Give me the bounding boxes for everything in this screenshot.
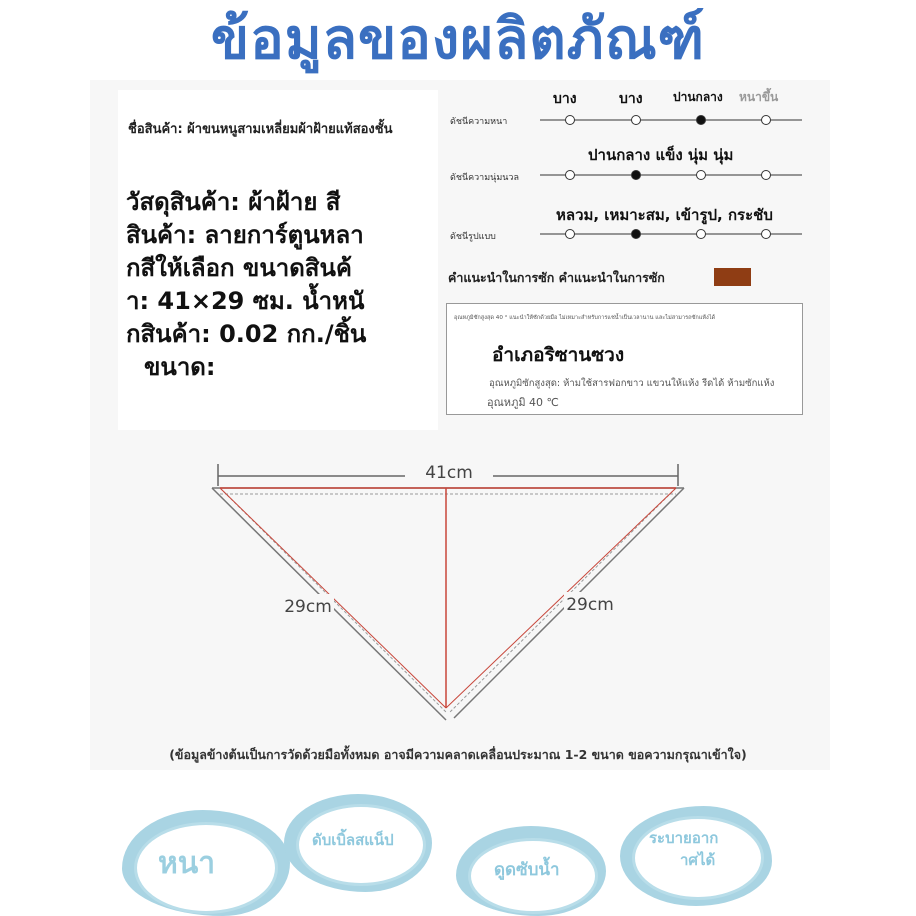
- scale-marker: [697, 230, 706, 239]
- left-side-label: 29cm: [284, 597, 332, 617]
- wash-instructions-title: คำแนะนำในการซัก คำแนะนำในการซัก: [448, 270, 665, 285]
- scale-marker: [762, 171, 771, 180]
- feature-thick-label: หนา: [158, 846, 216, 881]
- thickness-scale-label: ดัชนีความหนา: [450, 117, 508, 127]
- measurement-footnote: (ข้อมูลข้างต้นเป็นการวัดด้วยมือทั้งหมด อาจมีความคลาดเคลื่อนประมาณ 1-2 ขนาด ขอความกรุณาเข้าใจ): [169, 747, 747, 762]
- scale-top-label: บาง: [553, 91, 577, 107]
- right-side-label: 29cm: [566, 595, 614, 615]
- product-name: ชื่อสินค้า: ผ้าขนหนูสามเหลี่ยมผ้าฝ้ายแท้สองชั้น: [128, 122, 393, 137]
- scale-marker-selected: [697, 116, 706, 125]
- wash-temperature: อุณหภูมิ 40 ℃: [487, 396, 559, 409]
- softness-scale-heading: ปานกลาง แข็ง นุ่ม นุ่ม: [588, 146, 734, 164]
- scale-top-label: หนาขึ้น: [739, 90, 779, 104]
- width-label: 41cm: [425, 463, 473, 483]
- scale-top-label: ปานกลาง: [673, 90, 723, 104]
- feature-absorb-label: ดูดซับน้ำ: [494, 860, 560, 880]
- description-line: กสีให้เลือก ขนาดสินค้: [126, 254, 352, 282]
- softness-scale-label: ดัชนีความนุ่มนวล: [450, 173, 519, 183]
- scale-marker: [566, 171, 575, 180]
- feature-breathable-label-2: าศได้: [680, 851, 716, 869]
- scale-marker: [762, 230, 771, 239]
- description-line: กสินค้า: 0.02 กก./ชิ้น: [126, 320, 367, 348]
- style-scale: [540, 224, 802, 244]
- scale-marker: [762, 116, 771, 125]
- scale-marker: [697, 171, 706, 180]
- scale-marker: [566, 116, 575, 125]
- feature-breathable-label-1: ระบายอาก: [649, 829, 719, 847]
- triangle-size-diagram: [200, 456, 700, 726]
- description-line: สินค้า: ลายการ์ตูนหลา: [126, 221, 364, 249]
- style-scale-heading: หลวม, เหมาะสม, เข้ารูป, กระชับ: [556, 206, 773, 224]
- scale-marker-selected: [632, 230, 641, 239]
- wash-heading: อำเภอริซานซวง: [492, 344, 625, 366]
- page-title: ข้อมูลของผลิตภัณฑ์: [210, 7, 706, 72]
- color-swatch: [714, 268, 751, 286]
- scale-top-label: บาง: [619, 91, 643, 107]
- description-line: า: 41×29 ซม. น้ำหนั: [126, 287, 365, 315]
- style-scale-label: ดัชนีรูปแบบ: [450, 232, 496, 242]
- scale-marker-selected: [632, 171, 641, 180]
- description-line: ขนาด:: [144, 353, 216, 381]
- wash-instructions-box: [446, 303, 803, 415]
- triangle-stitch: [450, 488, 676, 712]
- wash-fine-print: อุณหภูมิซักสูงสุด 40 ° แนะนำให้ซักด้วยมือ ไม่เหมาะสำหรับการแช่น้ำเป็นเวลานาน และไม่สามารถซักแห้งได้: [454, 315, 716, 321]
- thickness-scale: [540, 110, 802, 130]
- softness-scale: [540, 165, 802, 185]
- scale-marker: [566, 230, 575, 239]
- feature-double-label: ดับเบิ้ลสแน็ป: [312, 831, 394, 849]
- wash-note: อุณหภูมิซักสูงสุด: ห้ามใช้สารฟอกขาว แขวนให้แห้ง รีดได้ ห้ามซักแห้ง: [489, 378, 775, 389]
- product-description: [126, 186, 426, 384]
- scale-marker: [632, 116, 641, 125]
- description-line: วัสดุสินค้า: ผ้าฝ้าย สี: [126, 188, 341, 216]
- red-side-line: [446, 488, 676, 708]
